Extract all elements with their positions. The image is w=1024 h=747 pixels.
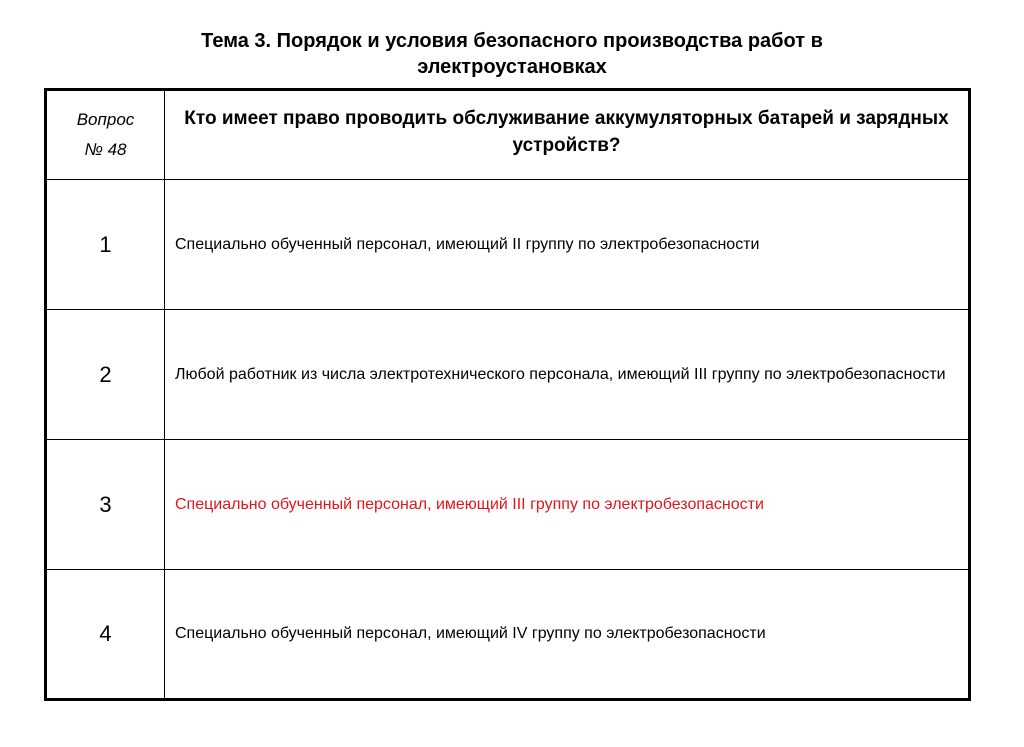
answer-number: 3 bbox=[46, 440, 165, 570]
answer-number: 2 bbox=[46, 310, 165, 440]
answer-row-correct[interactable] bbox=[46, 440, 970, 570]
answer-text[interactable]: Специально обученный персонал, имеющий IV группу по электробезопасности bbox=[165, 570, 970, 700]
answer-text[interactable]: Любой работник из числа электротехнического персонала, имеющий III группу по электробезопасности bbox=[165, 310, 970, 440]
answer-number: 4 bbox=[46, 570, 165, 700]
answer-row[interactable] bbox=[46, 180, 970, 310]
answer-text[interactable]: Специально обученный персонал, имеющий II группу по электробезопасности bbox=[165, 180, 970, 310]
question-table bbox=[44, 88, 971, 701]
question-number: № 48 bbox=[84, 140, 127, 159]
answer-row[interactable] bbox=[46, 570, 970, 700]
question-row bbox=[46, 90, 970, 180]
question-text: Кто имеет право проводить обслуживание аккумуляторных батарей и зарядных устройств? bbox=[165, 90, 970, 180]
question-number-cell bbox=[46, 90, 165, 180]
answer-text-correct[interactable]: Специально обученный персонал, имеющий III группу по электробезопасности bbox=[165, 440, 970, 570]
answer-number: 1 bbox=[46, 180, 165, 310]
answer-row[interactable] bbox=[46, 310, 970, 440]
question-label: Вопрос bbox=[76, 110, 135, 129]
page-title: Тема 3. Порядок и условия безопасного производства работ в электроустановках bbox=[201, 30, 823, 78]
